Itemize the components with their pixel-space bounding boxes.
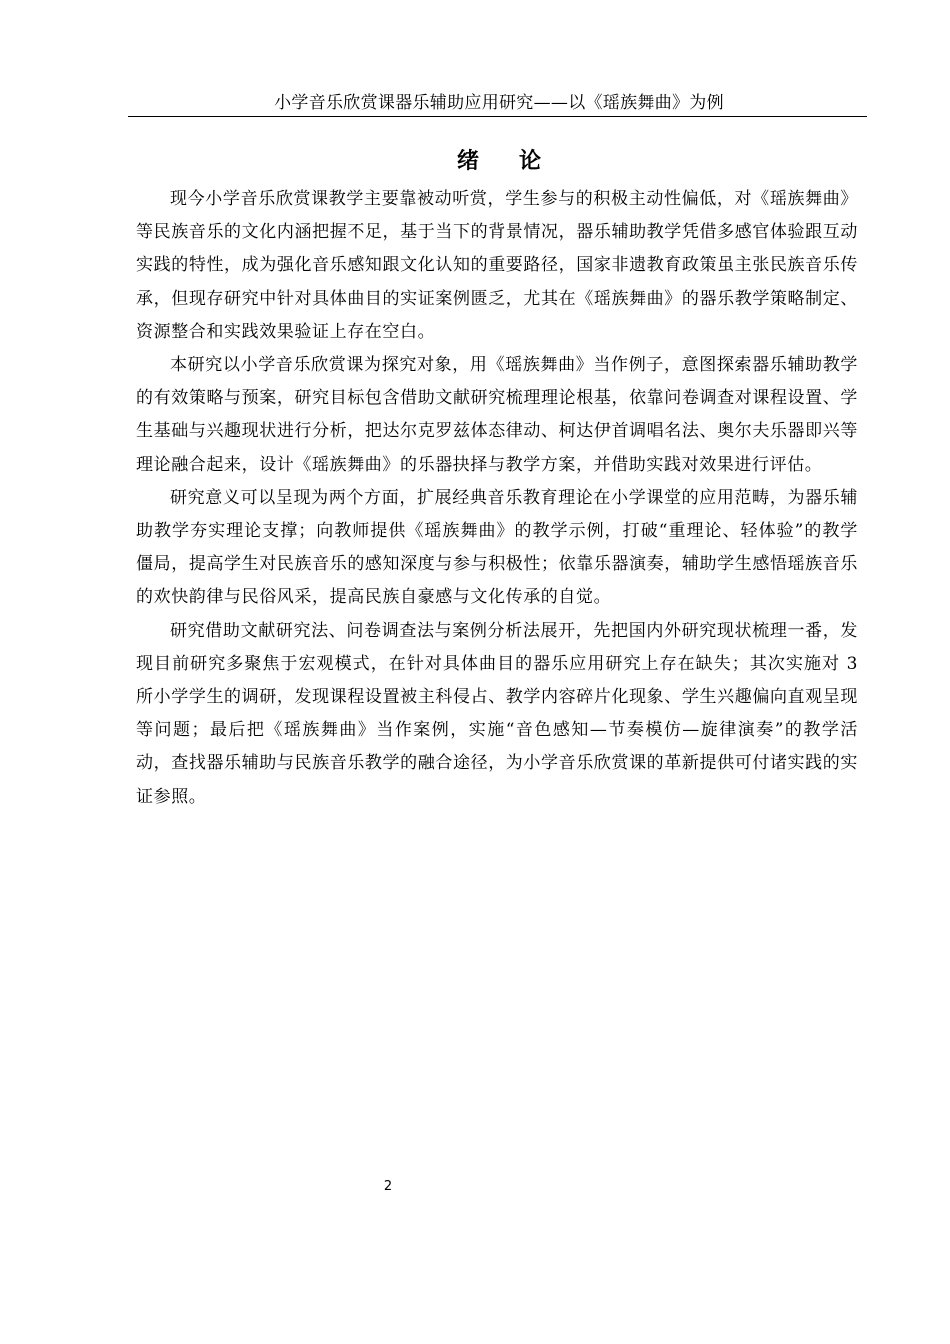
running-header: 小学音乐欣赏课器乐辅助应用研究——以《瑶族舞曲》为例 xyxy=(274,93,724,113)
section-title: 绪论 xyxy=(456,149,581,174)
header-rule xyxy=(128,116,867,117)
body-text xyxy=(136,183,858,814)
paragraph-1: 现今小学音乐欣赏课教学主要靠被动听赏，学生参与的积极主动性偏低，对《瑶族舞曲》等民族音乐的文化内涵把握不足，基于当下的背景情况，器乐辅助教学凭借多感官体验跟互动实践的特性，成为强化音乐感知跟文化认知的重要路径，国家非遗教育政策虽主张民族音乐传承，但现存研究中针对具体曲目的实证案例匮乏，尤其在《瑶族舞曲》的器乐教学策略制定、资源整合和实践效果验证上存在空白。 xyxy=(136,189,858,342)
paragraph-4: 研究借助文献研究法、问卷调查法与案例分析法展开，先把国内外研究现状梳理一番，发现目前研究多聚焦于宏观模式，在针对具体曲目的器乐应用研究上存在缺失；其次实施对 3 所小学学生的调研，发现课程设置被主科侵占、教学内容碎片化现象、学生兴趣偏向直观呈现等问题；最后把《瑶族舞曲》当作案例，实施“音色感知—节奏模仿—旋律演奏”的教学活动，查找器乐辅助与民族音乐教学的融合途径，为小学音乐欣赏课的革新提供可付诸实践的实证参照。 xyxy=(136,620,858,807)
page-number: 2 xyxy=(383,1179,393,1194)
paragraph-3: 研究意义可以呈现为两个方面，扩展经典音乐教育理论在小学课堂的应用范畴，为器乐辅助教学夯实理论支撑；向教师提供《瑶族舞曲》的教学示例，打破“重理论、轻体验”的教学僵局，提高学生对民族音乐的感知深度与参与积极性；依靠乐器演奏，辅助学生感悟瑶族音乐的欢快韵律与民俗风采，提高民族自豪感与文化传承的自觉。 xyxy=(136,487,858,608)
paragraph-2: 本研究以小学音乐欣赏课为探究对象，用《瑶族舞曲》当作例子，意图探索器乐辅助教学的有效策略与预案，研究目标包含借助文献研究梳理理论根基，依靠问卷调查对课程设置、学生基础与兴趣现状进行分析，把达尔克罗兹体态律动、柯达伊首调唱名法、奥尔夫乐器即兴等理论融合起来，设计《瑶族舞曲》的乐器抉择与教学方案，并借助实践对效果进行评估。 xyxy=(136,355,858,475)
